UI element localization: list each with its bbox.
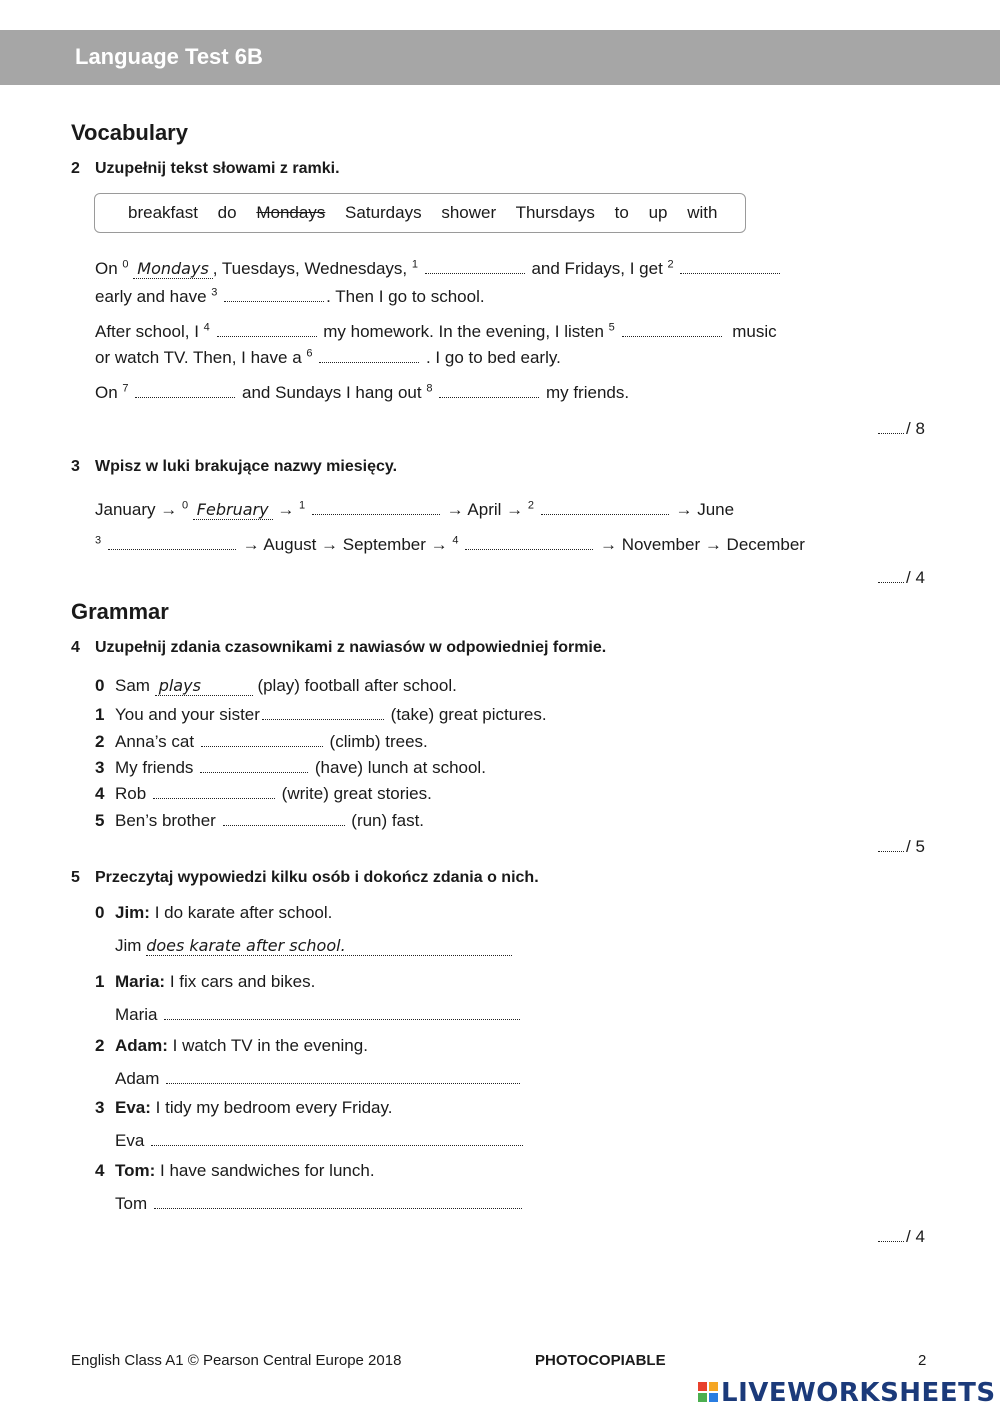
word: Saturdays	[345, 203, 422, 222]
gap-3[interactable]	[224, 285, 324, 302]
subject: Adam	[115, 1069, 160, 1088]
word: shower	[441, 203, 497, 222]
list-item	[95, 809, 424, 831]
word: to	[614, 203, 629, 222]
item-number: 3	[95, 758, 105, 777]
logo-text: LIVEWORKSHEETS	[721, 1378, 996, 1408]
item-number: 1	[95, 705, 105, 724]
text: January →	[95, 500, 178, 519]
answer-0: Mondays	[133, 259, 213, 279]
text: my homework. In the evening, I listen	[323, 322, 604, 341]
word: up	[648, 203, 668, 222]
months-line-2: $^3$ → August → September → $^4$ → November → December	[95, 534, 805, 554]
text: Ben’s brother	[115, 811, 216, 830]
page-title: Language Test 6B	[75, 44, 263, 69]
speaker: Adam:	[115, 1036, 168, 1055]
logo-grid-icon	[698, 1382, 718, 1402]
list-item	[95, 703, 547, 725]
text: Sam	[115, 676, 150, 695]
item-number: 0	[95, 676, 105, 695]
speaker: Maria:	[115, 972, 166, 991]
score-task-4	[876, 835, 925, 857]
subject: Eva	[115, 1131, 145, 1150]
task-text: Uzupełnij tekst słowami z ramki.	[95, 160, 340, 177]
gap-7[interactable]	[135, 381, 235, 398]
footer-photocopiable: PHOTOCOPIABLE	[535, 1352, 666, 1369]
text: (climb) trees.	[329, 732, 428, 751]
score-gap[interactable]	[878, 566, 904, 583]
arrow: →	[277, 500, 295, 519]
quote-item	[95, 1036, 368, 1056]
text: → November → December	[599, 535, 805, 554]
answer-line	[115, 1129, 525, 1151]
gap-2[interactable]	[541, 498, 669, 515]
word: breakfast	[128, 203, 198, 222]
item-number: 5	[95, 811, 105, 830]
gap-1[interactable]	[312, 498, 440, 515]
score-gap[interactable]	[878, 417, 904, 434]
quote-item	[95, 1098, 392, 1118]
score-total: / 4	[906, 568, 925, 587]
task-number: 4	[71, 639, 80, 656]
item-number: 3	[95, 1098, 105, 1117]
list-item	[95, 782, 432, 804]
text: and Sundays I hang out	[242, 383, 422, 402]
text: (take) great pictures.	[390, 705, 547, 724]
gap-4[interactable]	[154, 1192, 522, 1209]
score-total: / 8	[906, 419, 925, 438]
list-item	[95, 730, 428, 752]
gap-5[interactable]	[622, 320, 722, 337]
item-number: 2	[95, 1036, 105, 1055]
text: my friends.	[545, 383, 630, 402]
text: (write) great stories.	[281, 784, 432, 803]
text-line: or watch TV. Then, I have a $^6$ . I go to bed early.	[95, 347, 561, 367]
gap-1[interactable]	[425, 257, 525, 274]
months-line-1: January → $^0$ February → $^1$ → April → $^2$ → June	[95, 499, 735, 519]
quote: I have sandwiches for lunch.	[160, 1161, 375, 1180]
answer-line	[115, 936, 512, 956]
speaker: Tom:	[115, 1161, 156, 1180]
item-number: 0	[95, 903, 105, 922]
list-item	[95, 756, 486, 778]
quote: I do karate after school.	[154, 903, 333, 922]
gap-5[interactable]	[223, 809, 345, 826]
text: You and your sister	[115, 705, 260, 724]
gap-4[interactable]	[153, 782, 275, 799]
subject: Jim	[115, 936, 142, 955]
quote-item	[95, 903, 332, 923]
answer-0: February	[193, 500, 273, 520]
speaker: Eva:	[115, 1098, 151, 1117]
quote-item	[95, 1161, 375, 1181]
task-number: 2	[71, 160, 80, 177]
item-number: 1	[95, 972, 105, 991]
gap-3[interactable]	[200, 756, 308, 773]
task-5-instruction	[71, 869, 539, 887]
text: → August → September →	[242, 535, 448, 554]
gap-1[interactable]	[262, 703, 384, 720]
text-line: early and have $^3$ . Then I go to school.	[95, 286, 485, 306]
answer-0: does karate after school.	[146, 936, 512, 956]
answer-0: plays	[155, 676, 253, 696]
answer-line	[115, 1192, 524, 1214]
task-3-instruction	[71, 458, 397, 476]
gap-3[interactable]	[108, 533, 236, 550]
text: On	[95, 383, 118, 402]
liveworksheets-logo[interactable]	[698, 1378, 996, 1408]
gap-4[interactable]	[465, 533, 593, 550]
item-number: 2	[95, 732, 105, 751]
text: or watch TV. Then, I have a	[95, 348, 302, 367]
gap-4[interactable]	[217, 320, 317, 337]
score-task-5	[876, 1225, 925, 1247]
item-number: 4	[95, 784, 105, 803]
gap-3[interactable]	[151, 1129, 523, 1146]
text-line: On $^7$ and Sundays I hang out $^8$ my friends.	[95, 382, 630, 402]
task-text: Uzupełnij zdania czasownikami z nawiasów w odpowiedniej formie.	[95, 639, 607, 656]
text: (run) fast.	[351, 811, 425, 830]
score-total: / 5	[906, 837, 925, 856]
gap-1[interactable]	[164, 1003, 520, 1020]
task-2-instruction	[71, 160, 340, 178]
word-struck: Mondays	[256, 203, 326, 222]
text: and Fridays, I get	[531, 259, 663, 278]
text: , Tuesdays, Wednesdays,	[212, 259, 408, 278]
word: with	[687, 203, 718, 222]
gap-2[interactable]	[680, 257, 780, 274]
score-gap[interactable]	[878, 835, 904, 852]
task-text: Przeczytaj wypowiedzi kilku osób i dokończ zdania o nich.	[95, 869, 539, 886]
text: . Then I go to school.	[326, 287, 485, 306]
word: do	[217, 203, 237, 222]
subject: Tom	[115, 1194, 148, 1213]
speaker: Jim:	[115, 903, 150, 922]
section-heading-grammar: Grammar	[71, 599, 169, 624]
score-gap[interactable]	[878, 1225, 904, 1242]
task-number: 3	[71, 458, 80, 475]
answer-line	[115, 1003, 522, 1025]
text-line: After school, I $^4$ my homework. In the evening, I listen $^5$ music	[95, 321, 777, 341]
text-line: On $^0$ Mondays , Tuesdays, Wednesdays, $^1$ and Fridays, I get $^2$	[95, 257, 782, 279]
text: (play) football after school.	[257, 676, 457, 695]
page-number: 2	[918, 1352, 927, 1369]
word-box-words	[128, 203, 717, 223]
task-number: 5	[71, 869, 80, 886]
text: Anna’s cat	[115, 732, 195, 751]
text: After school, I	[95, 322, 199, 341]
subject: Maria	[115, 1005, 158, 1024]
text: → April →	[446, 500, 524, 519]
gap-6[interactable]	[319, 346, 419, 363]
quote: I watch TV in the evening.	[172, 1036, 368, 1055]
score-task-3	[876, 566, 925, 588]
section-heading-vocabulary: Vocabulary	[71, 120, 188, 145]
task-text: Wpisz w luki brakujące nazwy miesięcy.	[95, 458, 398, 475]
score-total: / 4	[906, 1227, 925, 1246]
text: . I go to bed early.	[425, 348, 561, 367]
task-4-instruction	[71, 639, 606, 657]
quote: I tidy my bedroom every Friday.	[155, 1098, 393, 1117]
word: Thursdays	[515, 203, 595, 222]
text: early and have	[95, 287, 207, 306]
score-task-2	[876, 417, 925, 439]
list-item	[95, 676, 457, 696]
quote-item	[95, 972, 315, 992]
gap-8[interactable]	[439, 381, 539, 398]
text: Rob	[115, 784, 147, 803]
gap-2[interactable]	[166, 1067, 520, 1084]
text: music	[732, 322, 777, 341]
item-number: 4	[95, 1161, 105, 1180]
gap-2[interactable]	[201, 730, 323, 747]
text: My friends	[115, 758, 194, 777]
footer-copyright: English Class A1 © Pearson Central Europe 2018	[71, 1352, 402, 1369]
answer-line	[115, 1067, 522, 1089]
text: → June	[675, 500, 735, 519]
text: On	[95, 259, 118, 278]
quote: I fix cars and bikes.	[169, 972, 316, 991]
text: (have) lunch at school.	[314, 758, 486, 777]
